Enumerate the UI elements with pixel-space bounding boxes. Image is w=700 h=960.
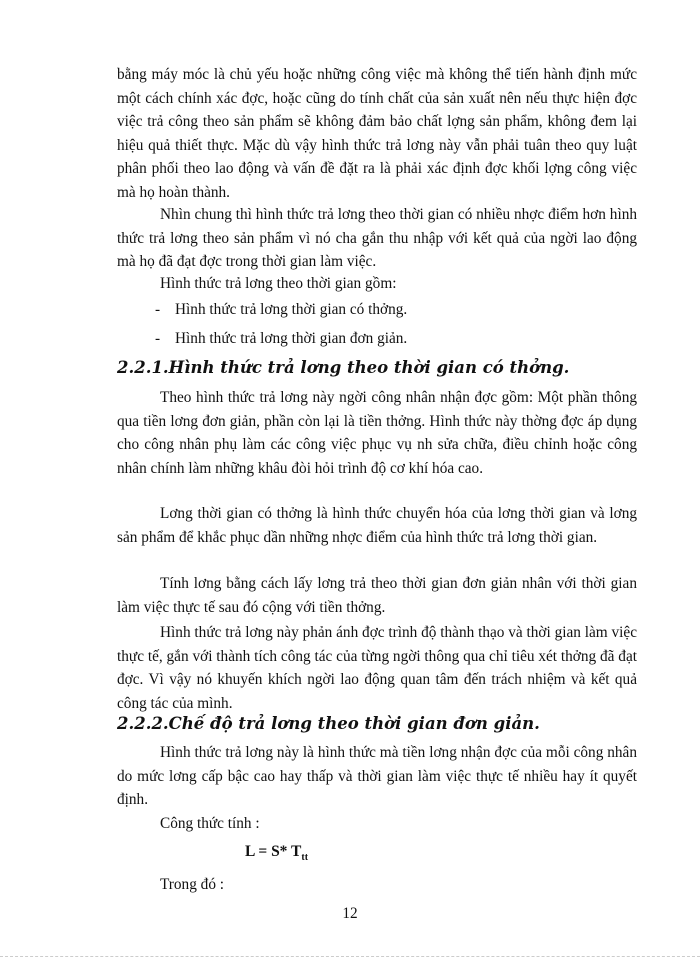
bullet-text: Hình thức trả lơng thời gian đơn giản. — [175, 330, 408, 347]
section-heading-2-2-2: 2.2.2.Chế độ trả lơng theo thời gian đơn giản. — [117, 714, 540, 733]
paragraph-simple-description: Hình thức trả lơng này là hình thức mà tiền lơng nhận đợc của mỗi công nhân do mức lơng cấp bậc cao hay thấp và thời gian làm việc thực tế nhiều hay ít quyết định. — [117, 744, 637, 808]
paragraph-where: Trong đó : — [160, 876, 225, 893]
paragraph-comparison: Nhìn chung thì hình thức trả lơng theo thời gian có nhiều nhợc điểm hơn hình thức trả lơng theo sản phẩm vì nó cha gắn thu nhập với kết quả của ngời lao động mà họ đã đạt đợc trong thời gian làm việc. — [117, 206, 637, 270]
section-heading-2-2-1: 2.2.1.Hình thức trả lơng theo thời gian có thởng. — [117, 358, 570, 377]
page-bottom-divider — [0, 956, 700, 957]
bullet-marker: - — [155, 301, 161, 318]
paragraph-calculation: Tính lơng bằng cách lấy lơng trả theo thời gian đơn giản nhân với thời gian làm việc thực tế sau đó cộng với tiền thởng. — [117, 575, 637, 616]
bullet-item-bonus — [155, 298, 635, 322]
bullet-text: Hình thức trả lơng thời gian có thởng. — [175, 301, 408, 318]
paragraph-types-intro: Hình thức trả lơng theo thời gian gồm: — [160, 275, 397, 292]
bullet-marker: - — [155, 330, 161, 347]
bullet-item-simple — [155, 327, 635, 351]
paragraph-reflection: Hình thức trả lơng này phản ánh đợc trình độ thành thạo và thời gian làm việc thực tế, gắn với thành tích công tác của từng ngời thông qua chỉ tiêu xét thởng đã đạt đợc. Vì vậy nó khuyến khích ngời lao động quan tâm đến trách nhiệm và kết quả công tác của mình. — [117, 624, 637, 712]
formula — [245, 840, 308, 870]
paragraph-formula-label: Công thức tính : — [160, 815, 260, 832]
page-number: 12 — [342, 905, 358, 922]
formula-main: L = S* T — [245, 843, 302, 860]
formula-subscript: tt — [301, 852, 309, 864]
paragraph-bonus-description: Theo hình thức trả lơng này ngời công nhân nhận đợc gồm: Một phần thông qua tiền lơng đơn giản, phần còn lại là tiền thởng. Hình thức này thờng đợc áp dụng cho công nhân phụ làm các công việc phục vụ nh sửa chữa, điều chỉnh hoặc công nhân chính làm những khâu đòi hỏi trình độ cơ khí hóa cao. — [117, 389, 637, 477]
paragraph-bonus-conversion: Lơng thời gian có thởng là hình thức chuyển hóa của lơng thời gian và lơng sản phẩm để khắc phục dần những nhợc điểm của hình thức trả lơng thời gian. — [117, 505, 637, 546]
paragraph-continuation: bằng máy móc là chủ yếu hoặc những công việc mà không thể tiến hành định mức một cách chính xác đợc, hoặc cũng do tính chất của sản xuất nên nếu thực hiện đợc việc trả công theo sản phẩm sẽ không đảm bảo chất lợng sản phẩm, không đem lại hiệu quả thiết thực. Mặc dù vậy hình thức trả lơng này vẫn phải tuân theo quy luật phân phối theo lao động và vấn đề đặt ra là phải xác định đợc khối lợng công việc mà họ hoàn thành. — [117, 66, 637, 201]
